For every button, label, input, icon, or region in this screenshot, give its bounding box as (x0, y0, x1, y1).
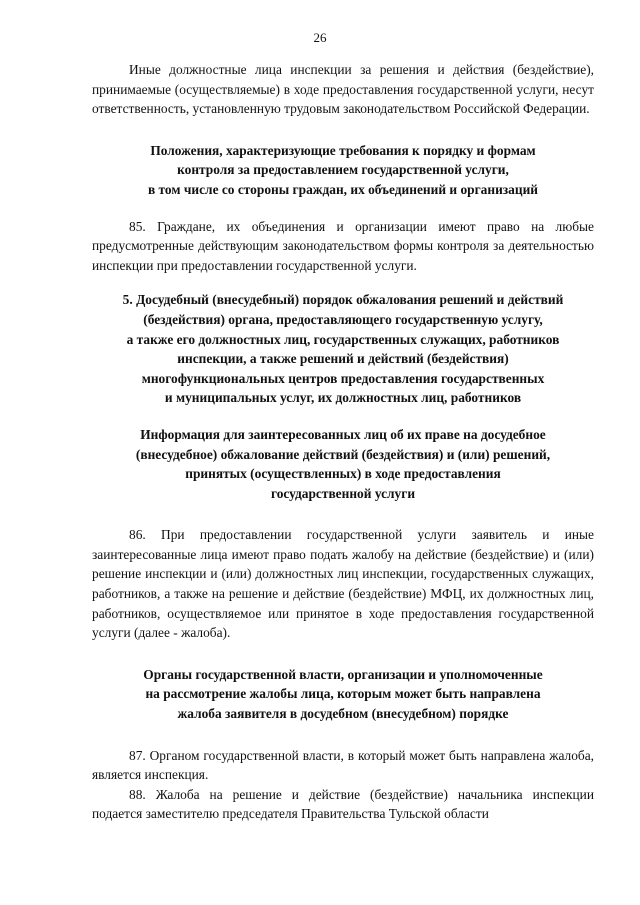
paragraph-88: 88. Жалоба на решение и действие (бездействие) начальника инспекции подается заместителю председателя Правительства Тульской области (92, 786, 594, 822)
heading-line: 5. Досудебный (внесудебный) порядок обжалования решений и действий (122, 292, 564, 308)
paragraph-officials-responsibility: Иные должностные лица инспекции за решения и действия (бездействие), принимаемые (осуществляемые) в ходе предоставления государственной услуги, несут ответственность, установленную трудовым законодательством Российской Федерации. (92, 62, 594, 117)
heading-line: жалоба заявителя в досудебном (внесудебном) порядке (177, 706, 509, 722)
heading-line: в том числе со стороны граждан, их объединений и организаций (147, 181, 539, 197)
heading-line: Органы государственной власти, организации и уполномоченные (143, 666, 543, 682)
heading-authorities (92, 665, 594, 724)
paragraph-86: 86. При предоставлении государственной услуги заявитель и иные заинтересованные лица имеют право подать жалобу на действие (бездействие) и (или) решение инспекции и (или) должностных лиц инспекции, государственных служащих, работников, а также на решение и действие (бездействие) МФЦ, их должностных лиц, работников, осуществляемое или принятое в ходе предоставления государственной услуги (далее - жалоба). (92, 527, 594, 641)
heading-appeal-information (92, 425, 594, 503)
heading-section-5 (92, 290, 594, 408)
heading-line: а также его должностных лиц, государственных служащих, работников (126, 331, 560, 347)
heading-line: контроля за предоставлением государственной услуги, (177, 162, 509, 178)
heading-line: на рассмотрение жалобы лица, которым может быть направлена (145, 686, 541, 702)
document-body (92, 60, 594, 824)
heading-line: принятых (осуществленных) в ходе предоставления (185, 466, 501, 482)
heading-line: Положения, характеризующие требования к порядку и формам (150, 142, 536, 158)
heading-line: и муниципальных услуг, их должностных лиц, работников (164, 390, 522, 406)
heading-line: (внесудебное) обжалование действий (бездействия) и (или) решений, (135, 446, 551, 462)
heading-line: государственной услуги (270, 485, 416, 501)
heading-line: Информация для заинтересованных лиц об их праве на досудебное (140, 426, 546, 442)
page-number: 26 (313, 30, 327, 45)
paragraph-87: 87. Органом государственной власти, в который может быть направлена жалоба, является инспекция. (92, 747, 594, 783)
heading-line: инспекции, а также решений и действий (бездействия) (177, 351, 509, 367)
paragraph-85: 85. Граждане, их объединения и организации имеют право на любые предусмотренные действующим законодательством формы контроля за деятельностью инспекции при предоставлении государственной услуги. (92, 218, 594, 273)
heading-line: (бездействия) органа, предоставляющего государственную услугу, (143, 311, 543, 327)
heading-line: многофункциональных центров предоставления государственных (141, 370, 545, 386)
heading-control-requirements (92, 141, 594, 200)
